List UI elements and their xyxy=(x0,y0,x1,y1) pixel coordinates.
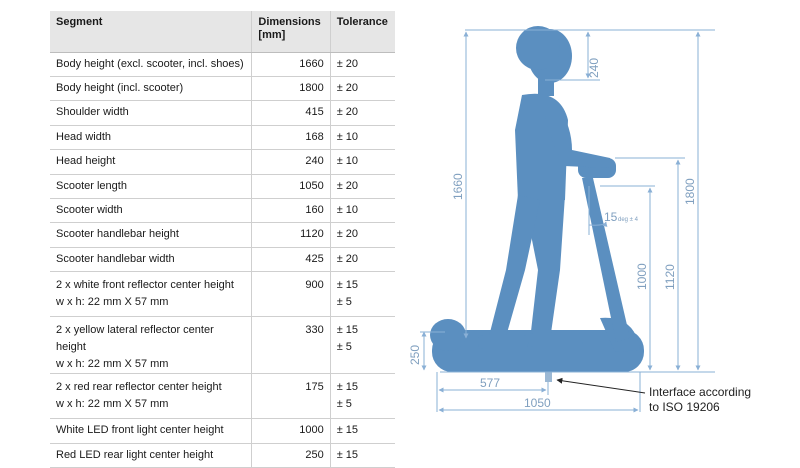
row-segment xyxy=(50,317,252,374)
row-tolerance: ± 20 xyxy=(330,101,395,125)
label-head-height: 240 xyxy=(587,57,601,78)
row-segment: Scooter length xyxy=(50,174,252,198)
interface-leader-arrow xyxy=(557,380,645,393)
row-dimension-value: 175 xyxy=(305,381,324,394)
label-angle-value: 15 xyxy=(604,210,618,224)
table-row xyxy=(50,223,395,247)
scooter-person-silhouette xyxy=(430,26,644,382)
header-dimensions-line2: [mm] xyxy=(258,29,286,41)
row-tolerance-line1: ± 15 xyxy=(336,279,359,292)
row-tolerance: ± 10 xyxy=(330,198,395,222)
row-segment-line1: 2 x yellow lateral reflector center height xyxy=(56,324,214,354)
row-tolerance xyxy=(330,272,395,317)
row-segment: Red LED rear light center height xyxy=(50,443,252,467)
row-dimension-value: 900 xyxy=(305,279,324,292)
table-row xyxy=(50,174,395,198)
row-segment-line1: 2 x white front reflector center height xyxy=(56,279,234,292)
row-segment-line2: w x h: 22 mm X 57 mm xyxy=(56,358,169,371)
table-row xyxy=(50,272,395,317)
table-row xyxy=(50,374,395,419)
table-row xyxy=(50,150,395,174)
row-segment: Body height (excl. scooter, incl. shoes) xyxy=(50,52,252,76)
interface-note-line1: Interface according xyxy=(649,385,752,399)
label-rear-to-interface: 577 xyxy=(480,376,501,390)
row-segment: Head height xyxy=(50,150,252,174)
label-front-light-height: 1000 xyxy=(635,263,649,290)
table-row xyxy=(50,198,395,222)
table-row xyxy=(50,125,395,149)
hair xyxy=(516,26,560,70)
row-segment: Head width xyxy=(50,125,252,149)
row-tolerance: ± 20 xyxy=(330,223,395,247)
interface-note xyxy=(649,385,751,414)
row-dimension: 1800 xyxy=(252,76,330,100)
row-dimension xyxy=(252,317,330,374)
table-row xyxy=(50,76,395,100)
row-tolerance-line1: ± 15 xyxy=(336,324,359,337)
row-dimension: 1050 xyxy=(252,174,330,198)
table-row xyxy=(50,317,395,374)
leg-rear xyxy=(488,195,540,340)
row-segment: Scooter handlebar height xyxy=(50,223,252,247)
neck xyxy=(538,78,554,96)
table-row xyxy=(50,101,395,125)
rear-wheel xyxy=(430,319,466,351)
dummy-dimension-figure xyxy=(400,0,800,450)
interface-mount xyxy=(545,372,552,382)
row-segment xyxy=(50,272,252,317)
table-header-row xyxy=(50,11,395,52)
row-dimension: 425 xyxy=(252,247,330,271)
row-segment: White LED front light center height xyxy=(50,419,252,443)
label-total-height: 1800 xyxy=(683,178,697,205)
row-segment: Body height (incl. scooter) xyxy=(50,76,252,100)
row-dimension: 1660 xyxy=(252,52,330,76)
row-dimension: 1120 xyxy=(252,223,330,247)
table-row xyxy=(50,419,395,443)
row-segment-line2: w x h: 22 mm X 57 mm xyxy=(56,398,169,411)
label-handlebar-height: 1120 xyxy=(663,264,677,290)
row-dimension xyxy=(252,374,330,419)
header-dimensions-line1: Dimensions xyxy=(258,16,321,28)
row-dimension: 415 xyxy=(252,101,330,125)
row-segment: Scooter handlebar width xyxy=(50,247,252,271)
row-tolerance: ± 10 xyxy=(330,125,395,149)
row-segment-line2: w x h: 22 mm X 57 mm xyxy=(56,296,169,309)
row-dimension: 1000 xyxy=(252,419,330,443)
row-tolerance: ± 15 xyxy=(330,443,395,467)
row-tolerance: ± 20 xyxy=(330,76,395,100)
row-segment-line1: 2 x red rear reflector center height xyxy=(56,381,222,394)
table-row xyxy=(50,52,395,76)
row-segment: Scooter width xyxy=(50,198,252,222)
specification-table xyxy=(50,11,395,468)
row-tolerance-line2: ± 5 xyxy=(336,398,352,411)
row-dimension xyxy=(252,272,330,317)
row-dimension: 250 xyxy=(252,443,330,467)
shoe-rear xyxy=(478,335,528,349)
table-row xyxy=(50,247,395,271)
row-tolerance-line1: ± 15 xyxy=(336,381,359,394)
label-rear-light-height: 250 xyxy=(408,344,422,365)
row-dimension-value: 330 xyxy=(305,324,324,337)
header-segment: Segment xyxy=(50,11,252,52)
interface-note-line2: to ISO 19206 xyxy=(649,400,720,414)
row-tolerance: ± 20 xyxy=(330,174,395,198)
row-dimension: 160 xyxy=(252,198,330,222)
row-dimension: 240 xyxy=(252,150,330,174)
row-tolerance: ± 20 xyxy=(330,52,395,76)
row-segment xyxy=(50,374,252,419)
header-dimensions xyxy=(252,11,330,52)
row-dimension: 168 xyxy=(252,125,330,149)
row-tolerance: ± 20 xyxy=(330,247,395,271)
label-body-height: 1660 xyxy=(451,173,465,200)
label-length: 1050 xyxy=(524,396,551,410)
table-row xyxy=(50,443,395,467)
dimension-drawing xyxy=(400,0,800,450)
row-tolerance-line2: ± 5 xyxy=(336,341,352,354)
label-angle-tolerance: deg ± 4 xyxy=(618,217,638,223)
row-tolerance-line2: ± 5 xyxy=(336,296,352,309)
row-segment: Shoulder width xyxy=(50,101,252,125)
row-tolerance xyxy=(330,374,395,419)
header-tolerance: Tolerance xyxy=(330,11,395,52)
shoe-front xyxy=(528,333,583,347)
row-tolerance: ± 15 xyxy=(330,419,395,443)
row-tolerance: ± 10 xyxy=(330,150,395,174)
row-tolerance xyxy=(330,317,395,374)
